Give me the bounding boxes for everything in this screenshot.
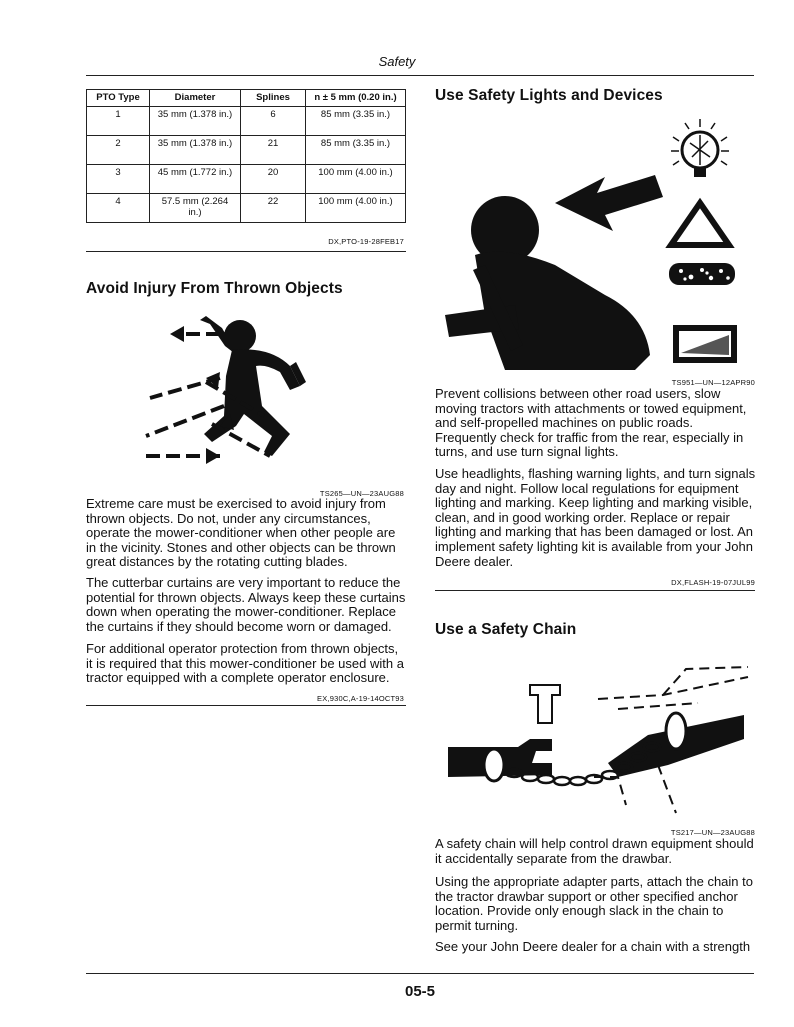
- table-cell: 4: [87, 194, 150, 223]
- pto-ref-code: DX,PTO-19-28FEB17: [328, 237, 404, 246]
- table-cell: 85 mm (3.35 in.): [306, 136, 406, 165]
- table-cell: 21: [241, 136, 306, 165]
- col-header: Diameter: [150, 90, 241, 107]
- pto-table: [86, 89, 406, 223]
- table-cell: 85 mm (3.35 in.): [306, 107, 406, 136]
- table-cell: 6: [241, 107, 306, 136]
- table-cell: 100 mm (4.00 in.): [306, 194, 406, 223]
- table-row: [87, 107, 406, 136]
- chain-fig-ref: TS217—UN—23AUG88: [670, 828, 755, 837]
- table-cell: 2: [87, 136, 150, 165]
- thrown-objects-title: Avoid Injury From Thrown Objects: [86, 280, 343, 297]
- page-number: 05-5: [404, 983, 436, 1000]
- lights-paragraph-1: Prevent collisions between other road users, slow moving tractors with attachments or towed equipment, and self-propelled machines on public roads. Frequently check for traffic from the rear, especially in turns, and use turn signal lights.: [435, 386, 747, 460]
- chain-paragraph-3: See your John Deere dealer for a chain with a strength: [435, 939, 751, 954]
- table-cell: 35 mm (1.378 in.): [150, 136, 241, 165]
- table-row: [87, 165, 406, 194]
- col-header: Splines: [241, 90, 306, 107]
- thrown-objects-illustration: [140, 306, 405, 486]
- col-header: n ± 5 mm (0.20 in.): [306, 90, 406, 107]
- section-rule: [86, 251, 406, 252]
- chain-paragraph-2: Using the appropriate adapter parts, attach the chain to the tractor drawbar support or other specified anchor location. Provide only enough slack in the chain to permit turning.: [435, 874, 753, 933]
- thrown-ref-code: EX,930C,A-19-14OCT93: [317, 694, 404, 703]
- table-row: [87, 136, 406, 165]
- lights-ref-code: DX,FLASH-19-07JUL99: [671, 578, 755, 587]
- table-cell: 57.5 mm (2.264 in.): [150, 194, 241, 223]
- table-cell: 100 mm (4.00 in.): [306, 165, 406, 194]
- table-row: [87, 194, 406, 223]
- table-cell: 1: [87, 107, 150, 136]
- chain-paragraph-1: A safety chain will help control drawn equipment should it accidentally separate from the drawbar.: [435, 836, 754, 866]
- thrown-paragraph-2: The cutterbar curtains are very important to reduce the potential for thrown objects. Always keep these curtains down when operating the mower-conditioner. Replace the curtains if they should become worn or damaged.: [86, 575, 406, 634]
- safety-chain-illustration: [448, 655, 758, 825]
- thrown-paragraph-3: For additional operator protection from thrown objects, it is required that this mower-conditioner be used with a tractor equipped with a complete operator enclosure.: [86, 641, 404, 686]
- lights-illustration: [445, 115, 755, 375]
- table-cell: 45 mm (1.772 in.): [150, 165, 241, 194]
- thrown-paragraph-1: Extreme care must be exercised to avoid injury from thrown objects. Do not, under any circumstances, operate the mower-conditioner when other people are in the vicinity. Stones and other objects can be thrown great distances by the rotating cutting blades.: [86, 496, 396, 570]
- col-header: PTO Type: [87, 90, 150, 107]
- page-header-title: Safety: [378, 54, 416, 69]
- section-rule: [86, 705, 406, 706]
- thrown-fig-ref: TS265—UN—23AUG88: [319, 489, 404, 498]
- table-cell: 35 mm (1.378 in.): [150, 107, 241, 136]
- footer-rule: [86, 973, 754, 974]
- table-cell: 20: [241, 165, 306, 194]
- chain-title: Use a Safety Chain: [435, 621, 577, 638]
- table-header-row: [87, 90, 406, 107]
- header-rule: [86, 75, 754, 76]
- lights-title: Use Safety Lights and Devices: [435, 87, 663, 104]
- lights-fig-ref: TS951—UN—12APR90: [671, 378, 755, 387]
- table-cell: 3: [87, 165, 150, 194]
- section-rule: [435, 590, 755, 591]
- lights-paragraph-2: Use headlights, flashing warning lights, and turn signals day and night. Follow local regulations for equipment lighting and marking. Keep lighting and marking visible, clean, and in good working order. Replace or repair lighting and marking that has been damaged or lost. An implement safety lighting kit is available from your John Deere dealer.: [435, 466, 756, 569]
- table-cell: 22: [241, 194, 306, 223]
